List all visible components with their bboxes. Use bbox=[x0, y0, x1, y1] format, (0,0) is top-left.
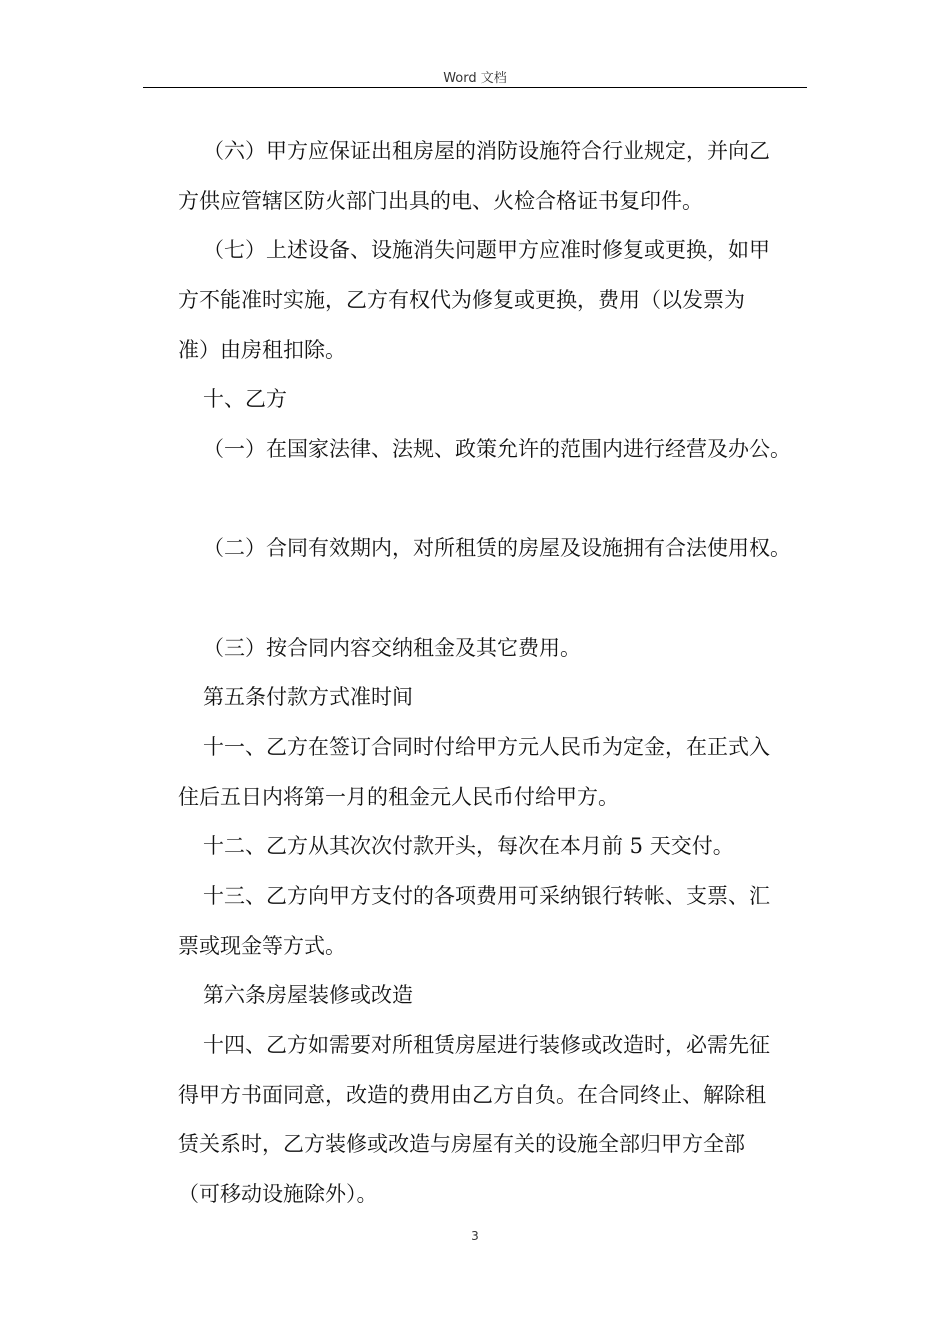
paragraph-line: 方供应管辖区防火部门出具的电、火检合格证书复印件。 bbox=[178, 189, 703, 213]
paragraph-line: 十四、乙方如需要对所租赁房屋进行装修或改造时，必需先征 bbox=[203, 1033, 770, 1057]
paragraph-line: 方不能准时实施，乙方有权代为修复或更换，费用（以发票为 bbox=[178, 288, 745, 312]
paragraph-line: 十二、乙方从其次次付款开头，每次在本月前 5 天交付。 bbox=[203, 834, 734, 858]
header-divider bbox=[143, 87, 807, 88]
paragraph-line: 票或现金等方式。 bbox=[178, 934, 346, 958]
paragraph-line: 十一、乙方在签订合同时付给甲方元人民币为定金，在正式入 bbox=[203, 735, 770, 759]
page-number: 3 bbox=[471, 1229, 479, 1243]
paragraph-line: （六）甲方应保证出租房屋的消防设施符合行业规定，并向乙 bbox=[203, 139, 770, 163]
paragraph-line: （一）在国家法律、法规、政策允许的范围内进行经营及办公。 bbox=[203, 437, 791, 461]
paragraph-line: （二）合同有效期内，对所租赁的房屋及设施拥有合法使用权。 bbox=[203, 536, 791, 560]
paragraph-line: （七）上述设备、设施消失问题甲方应准时修复或更换，如甲 bbox=[203, 238, 770, 262]
paragraph-line: 住后五日内将第一月的租金元人民币付给甲方。 bbox=[178, 785, 619, 809]
paragraph-line: 十三、乙方向甲方支付的各项费用可采纳银行转帐、支票、汇 bbox=[203, 884, 770, 908]
paragraph-line: 得甲方书面同意，改造的费用由乙方自负。在合同终止、解除租 bbox=[178, 1083, 766, 1107]
page-header: Word 文档 bbox=[443, 71, 507, 86]
section-heading: 十、乙方 bbox=[203, 387, 287, 411]
paragraph-line: （可移动设施除外）。 bbox=[178, 1182, 378, 1206]
section-heading: 第六条房屋装修或改造 bbox=[203, 983, 413, 1007]
paragraph-line: （三）按合同内容交纳租金及其它费用。 bbox=[203, 636, 581, 660]
paragraph-line: 准）由房租扣除。 bbox=[178, 338, 346, 362]
section-heading: 第五条付款方式准时间 bbox=[203, 685, 413, 709]
paragraph-line: 赁关系时，乙方装修或改造与房屋有关的设施全部归甲方全部 bbox=[178, 1132, 745, 1156]
